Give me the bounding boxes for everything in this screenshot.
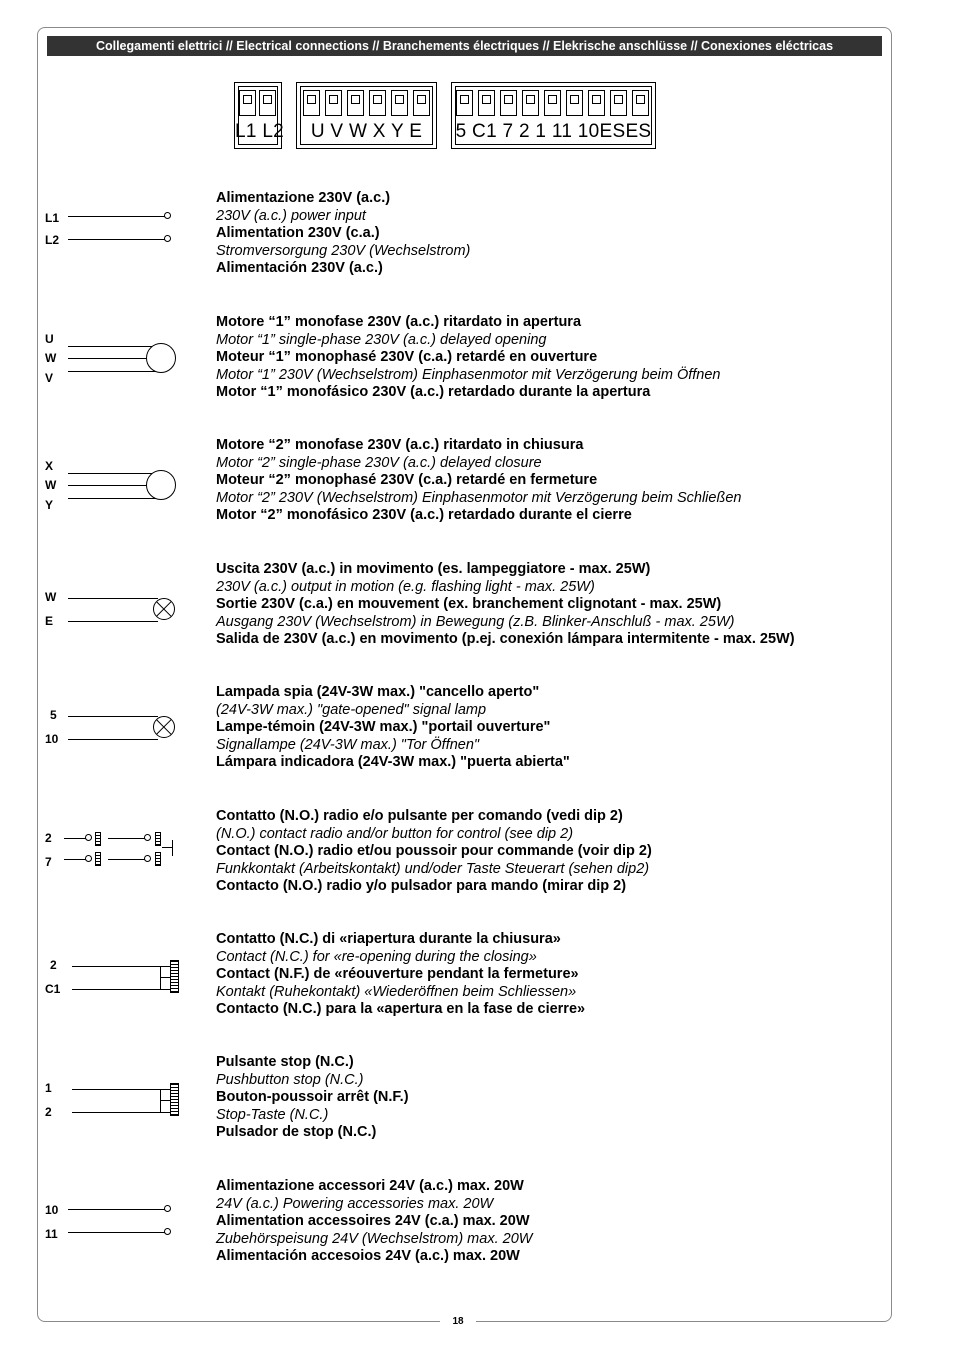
- wire: [68, 739, 158, 740]
- pin-label: X: [45, 459, 54, 473]
- terminal-circle: [164, 235, 171, 242]
- text-es: Alimentación accesoios 24V (a.c.) max. 20W: [216, 1248, 520, 1265]
- pin-label: 7: [45, 855, 52, 869]
- text-en: (N.O.) contact radio and/or button for control (see dip 2): [216, 825, 574, 842]
- text-es: Motor “2” monofásico 230V (a.c.) retardado durante el cierre: [216, 507, 632, 524]
- wire: [72, 1089, 170, 1090]
- pin-label: V: [45, 371, 54, 385]
- wire: [64, 859, 86, 860]
- page-number: 18: [452, 1316, 464, 1327]
- nc-contact-symbol: [170, 960, 179, 993]
- wire: [72, 989, 170, 990]
- pin-label: U: [45, 332, 54, 346]
- wire: [72, 1112, 170, 1113]
- pin-label: Y: [45, 498, 54, 512]
- description-nc-reopening: [216, 931, 585, 1019]
- text-it: Motore “1” monofase 230V (a.c.) ritardato in apertura: [216, 314, 582, 330]
- text-en: 24V (a.c.) Powering accessories max. 20W: [216, 1195, 494, 1212]
- text-de: Motor “1” 230V (Wechselstrom) Einphasenmotor mit Verzögerung beim Öffnen: [216, 366, 721, 383]
- text-it: Contatto (N.C.) di «riapertura durante la chiusura»: [216, 931, 561, 947]
- description-power-input: [216, 190, 470, 278]
- motor-symbol: [146, 470, 176, 500]
- nc-contact-stem: [160, 977, 170, 978]
- terminal-circle: [164, 212, 171, 219]
- wire: [108, 859, 145, 860]
- description-accessories-power: [216, 1178, 532, 1266]
- pin-label: 5: [50, 708, 57, 722]
- text-es: Contacto (N.O.) radio y/o pulsador para mando (mirar dip 2): [216, 878, 627, 895]
- terminal-screw: [325, 90, 342, 116]
- wire: [68, 498, 158, 499]
- text-fr: Bouton-poussoir arrêt (N.F.): [216, 1089, 409, 1106]
- pin-label: E: [45, 614, 54, 628]
- pin-label: W: [45, 590, 57, 604]
- text-en: (24V-3W max.) "gate-opened" signal lamp: [216, 701, 487, 718]
- text-es: Lámpara indicadora (24V-3W max.) "puerta abierta": [216, 754, 570, 771]
- wire: [68, 485, 148, 486]
- terminal-screw: [478, 90, 495, 116]
- wire: [68, 239, 165, 240]
- wire: [68, 621, 158, 622]
- wire: [68, 216, 165, 217]
- pin-label: 2: [45, 831, 52, 845]
- description-stop-button: [216, 1054, 409, 1142]
- text-fr: Alimentation accessoires 24V (c.a.) max. 20W: [216, 1213, 530, 1230]
- text-fr: Moteur “1” monophasé 230V (c.a.) retardé en ouverture: [216, 349, 598, 366]
- text-it: Motore “2” monofase 230V (a.c.) ritardato in chiusura: [216, 437, 584, 453]
- terminal-screw: [413, 90, 430, 116]
- text-it: Lampada spia (24V-3W max.) "cancello aperto": [216, 684, 540, 700]
- pin-label: L2: [45, 233, 60, 247]
- text-fr: Contact (N.F.) de «réouverture pendant la fermeture»: [216, 966, 579, 983]
- pin-label: W: [45, 478, 57, 492]
- text-de: Stromversorgung 230V (Wechselstrom): [216, 242, 471, 259]
- wire: [68, 358, 148, 359]
- terminal-screw: [239, 90, 256, 116]
- description-signal-lamp: [216, 684, 570, 772]
- terminal-circle: [144, 855, 151, 862]
- terminal-block-power: [234, 82, 285, 149]
- terminal-screw: [500, 90, 517, 116]
- text-it: Alimentazione 230V (a.c.): [216, 190, 391, 206]
- terminal-screw: [347, 90, 364, 116]
- wire: [68, 1232, 165, 1233]
- terminal-screw: [391, 90, 408, 116]
- pushbutton-bar: [172, 840, 173, 856]
- wire: [68, 716, 158, 717]
- wire: [68, 1209, 165, 1210]
- text-de: Zubehörspeisung 24V (Wechselstrom) max. 20W: [216, 1230, 533, 1247]
- terminal-screw: [610, 90, 627, 116]
- text-it: Alimentazione accessori 24V (a.c.) max. 20W: [216, 1178, 524, 1194]
- wire: [68, 346, 158, 347]
- terminal-labels: U V W X Y E: [310, 121, 423, 142]
- pin-label: L1: [45, 211, 60, 225]
- wire: [68, 598, 158, 599]
- terminal-circle: [164, 1228, 171, 1235]
- pin-label: 10: [45, 1203, 59, 1217]
- terminal-block-signals: [451, 82, 656, 149]
- nc-contact-stem: [160, 1100, 170, 1101]
- lamp-symbol: [153, 716, 175, 738]
- text-en: 230V (a.c.) output in motion (e.g. flashing light - max. 25W): [216, 578, 595, 595]
- text-fr: Contact (N.O.) radio et/ou poussoir pour commande (voir dip 2): [216, 843, 652, 860]
- pin-label: C1: [45, 982, 61, 996]
- pin-label: 2: [45, 1105, 52, 1119]
- terminal-screw: [259, 90, 276, 116]
- text-en: Contact (N.C.) for «re-opening during the closing»: [216, 948, 537, 965]
- terminal-labels: 5 C1 7 2 1 11 10ESES: [455, 121, 652, 142]
- text-it: Contatto (N.O.) radio e/o pulsante per comando (vedi dip 2): [216, 808, 623, 824]
- text-it: Uscita 230V (a.c.) in movimento (es. lampeggiatore - max. 25W): [216, 561, 651, 577]
- text-de: Kontakt (Ruhekontakt) «Wiederöffnen beim Schliessen»: [216, 983, 577, 1000]
- wire: [68, 371, 158, 372]
- wire: [72, 966, 170, 967]
- description-motor-2: [216, 437, 741, 525]
- contact-symbol: [95, 832, 101, 846]
- text-es: Salida de 230V (a.c.) en movimento (p.ej. conexión lámpara intermitente - max. 25W): [216, 631, 795, 648]
- pin-label: 10: [45, 732, 59, 746]
- text-it: Pulsante stop (N.C.): [216, 1054, 354, 1070]
- terminal-circle: [85, 834, 92, 841]
- terminal-screw: [632, 90, 649, 116]
- wire: [108, 838, 145, 839]
- terminal-screw: [544, 90, 561, 116]
- description-flashing-output: [216, 561, 795, 649]
- terminal-labels: L1 L2: [235, 121, 285, 142]
- contact-symbol: [95, 852, 101, 866]
- text-fr: Alimentation 230V (c.a.): [216, 225, 380, 242]
- text-en: Motor “1” single-phase 230V (a.c.) delayed opening: [216, 331, 547, 348]
- wire: [68, 473, 158, 474]
- nc-contact-symbol: [170, 1083, 179, 1116]
- text-de: Signallampe (24V-3W max.) "Tor Öffnen": [216, 736, 480, 753]
- description-no-contact: [216, 808, 652, 896]
- text-fr: Moteur “2” monophasé 230V (c.a.) retardé en fermeture: [216, 472, 598, 489]
- text-en: 230V (a.c.) power input: [216, 207, 366, 224]
- terminal-screw: [303, 90, 320, 116]
- description-motor-1: [216, 314, 721, 402]
- text-en: Motor “2” single-phase 230V (a.c.) delayed closure: [216, 454, 542, 471]
- terminal-circle: [85, 855, 92, 862]
- wire: [64, 838, 86, 839]
- terminal-circle: [164, 1205, 171, 1212]
- text-es: Contacto (N.C.) para la «apertura en la fase de cierre»: [216, 1001, 586, 1018]
- terminal-screw: [588, 90, 605, 116]
- contact-symbol: [155, 852, 161, 866]
- text-en: Pushbutton stop (N.C.): [216, 1071, 364, 1088]
- text-fr: Lampe-témoin (24V-3W max.) "portail ouverture": [216, 719, 551, 736]
- pin-label: W: [45, 351, 57, 365]
- motor-symbol: [146, 343, 176, 373]
- contact-symbol: [155, 832, 161, 846]
- lamp-symbol: [153, 598, 175, 620]
- text-es: Alimentación 230V (a.c.): [216, 260, 383, 277]
- terminal-block-motors: [296, 82, 437, 149]
- terminal-screw: [522, 90, 539, 116]
- terminal-screw: [456, 90, 473, 116]
- pin-label: 2: [50, 958, 57, 972]
- text-es: Pulsador de stop (N.C.): [216, 1124, 377, 1141]
- terminal-screw: [566, 90, 583, 116]
- terminal-circle: [144, 834, 151, 841]
- text-de: Ausgang 230V (Wechselstrom) in Bewegung (z.B. Blinker-Anschluß - max. 25W): [216, 613, 735, 630]
- text-de: Funkkontakt (Arbeitskontakt) und/oder Taste Steuerart (sehen dip2): [216, 860, 650, 877]
- text-de: Motor “2” 230V (Wechselstrom) Einphasenmotor mit Verzögerung beim Schließen: [216, 489, 742, 506]
- terminal-screw: [369, 90, 386, 116]
- section-header: Collegamenti elettrici // Electrical connections // Branchements électriques // Elekrische anschlüsse // Conexiones eléctricas: [47, 36, 882, 56]
- pin-label: 11: [45, 1227, 58, 1241]
- pin-label: 1: [45, 1081, 52, 1095]
- text-es: Motor “1” monofásico 230V (a.c.) retardado durante la apertura: [216, 384, 651, 401]
- text-fr: Sortie 230V (c.a.) en mouvement (ex. branchement clignotant - max. 25W): [216, 596, 722, 613]
- text-de: Stop-Taste (N.C.): [216, 1106, 329, 1123]
